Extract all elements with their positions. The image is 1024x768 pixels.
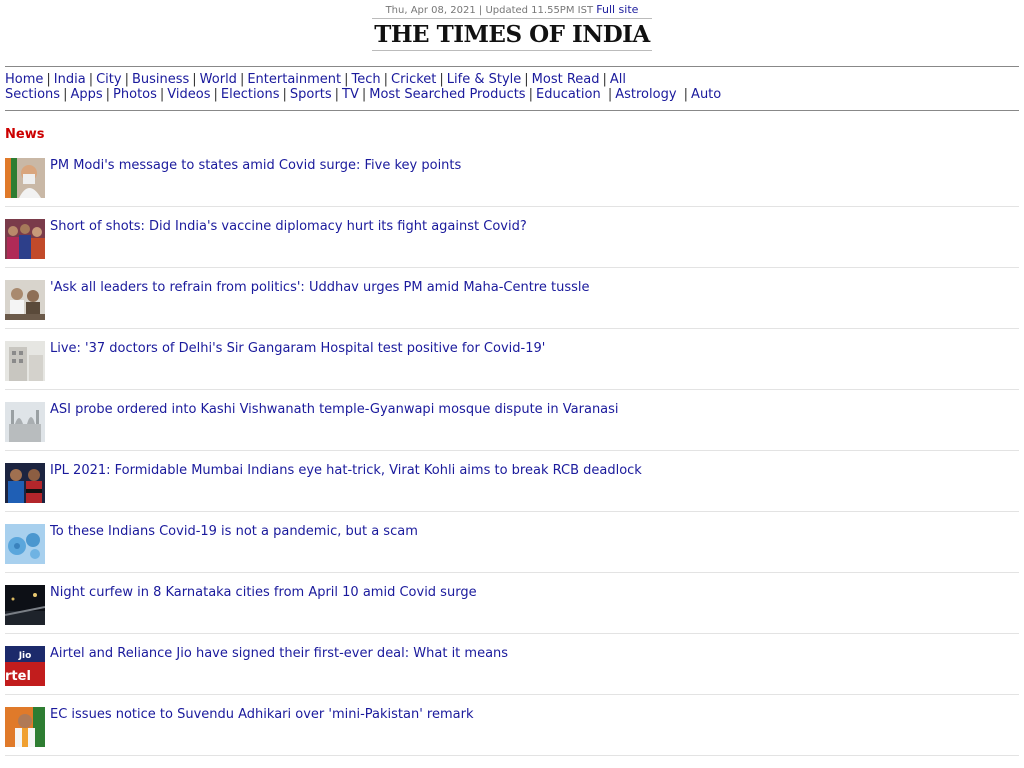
date-line: Thu, Apr 08, 2021 | Updated 11.55PM IST: [385, 5, 594, 16]
nav-tech[interactable]: Tech: [351, 72, 381, 87]
nav-cricket[interactable]: Cricket: [391, 72, 437, 87]
telecom-logos-photo-thumbnail[interactable]: [5, 646, 45, 686]
news-headline-link[interactable]: ASI probe ordered into Kashi Vishwanath temple-Gyanwapi mosque dispute in Varanasi: [50, 402, 619, 417]
person-photo-thumbnail[interactable]: [5, 158, 45, 198]
news-item: [5, 634, 1019, 695]
nav-elections[interactable]: Elections: [220, 87, 280, 102]
nav-education[interactable]: Education: [535, 87, 601, 102]
news-item: [5, 512, 1019, 573]
news-item: [5, 207, 1019, 268]
virus-illustration-thumbnail[interactable]: [5, 524, 45, 564]
news-headline-link[interactable]: EC issues notice to Suvendu Adhikari over 'mini-Pakistan' remark: [50, 707, 474, 722]
news-headline-link[interactable]: Night curfew in 8 Karnataka cities from April 10 amid Covid surge: [50, 585, 477, 600]
full-site-link[interactable]: Full site: [596, 3, 639, 16]
svg-text:rtel: rtel: [5, 669, 31, 684]
nav-sports[interactable]: Sports: [289, 87, 332, 102]
news-headline-link[interactable]: To these Indians Covid-19 is not a pandemic, but a scam: [50, 524, 418, 539]
nav-tv[interactable]: TV: [342, 87, 359, 102]
news-item: [5, 451, 1019, 512]
nav-divider: [5, 110, 1019, 111]
svg-text:Jio: Jio: [18, 651, 32, 661]
section-title: News: [5, 127, 45, 142]
main-nav: Home | India | City | Business | World | Entertainment | Tech | Cricket | Life & Style | Most Read | All Sections | Apps | Photos | Videos | Elections | Sports | TV | Most Searched Products | Education | Astrology | Auto: [5, 72, 722, 102]
hospital-photo-thumbnail[interactable]: [5, 341, 45, 381]
nav-videos[interactable]: Videos: [167, 87, 211, 102]
news-headline-link[interactable]: Airtel and Reliance Jio have signed their first-ever deal: What it means: [50, 646, 509, 661]
crowd-photo-thumbnail[interactable]: [5, 219, 45, 259]
nav-most-searched-products[interactable]: Most Searched Products: [369, 87, 526, 102]
night-street-photo-thumbnail[interactable]: [5, 585, 45, 625]
meeting-photo-thumbnail[interactable]: [5, 280, 45, 320]
news-item: [5, 573, 1019, 634]
nav-business[interactable]: Business: [131, 72, 190, 87]
masthead: [0, 18, 1024, 51]
news-headline-link[interactable]: 'Ask all leaders to refrain from politics': Uddhav urges PM amid Maha-Centre tussle: [50, 280, 590, 295]
header-meta: [0, 3, 1024, 16]
news-headline-link[interactable]: IPL 2021: Formidable Mumbai Indians eye hat-trick, Virat Kohli aims to break RCB deadlock: [50, 463, 642, 478]
news-headline-link[interactable]: PM Modi's message to states amid Covid surge: Five key points: [50, 158, 462, 173]
news-item: [5, 390, 1019, 451]
nav-city[interactable]: City: [96, 72, 122, 87]
politician-photo-thumbnail[interactable]: [5, 707, 45, 747]
news-item: [5, 268, 1019, 329]
news-list: [5, 146, 1019, 756]
nav-all-sections[interactable]: All Sections: [5, 72, 627, 102]
news-item: [5, 695, 1019, 756]
nav-astrology[interactable]: Astrology: [615, 87, 677, 102]
nav-most-read[interactable]: Most Read: [531, 72, 600, 87]
nav-india[interactable]: India: [53, 72, 86, 87]
temple-photo-thumbnail[interactable]: [5, 402, 45, 442]
nav-photos[interactable]: Photos: [113, 87, 157, 102]
nav-auto[interactable]: Auto: [691, 87, 722, 102]
news-item: [5, 329, 1019, 390]
news-headline-link[interactable]: Live: '37 doctors of Delhi's Sir Gangaram Hospital test positive for Covid-19': [50, 341, 546, 356]
site-logo[interactable]: THE TIMES OF INDIA: [372, 18, 652, 51]
nav-life-style[interactable]: Life & Style: [446, 72, 522, 87]
nav-home[interactable]: Home: [5, 72, 44, 87]
nav-world[interactable]: World: [199, 72, 237, 87]
top-divider: [5, 66, 1019, 67]
nav-apps[interactable]: Apps: [70, 87, 103, 102]
cricket-photo-thumbnail[interactable]: [5, 463, 45, 503]
news-item: [5, 146, 1019, 207]
nav-entertainment[interactable]: Entertainment: [247, 72, 342, 87]
news-headline-link[interactable]: Short of shots: Did India's vaccine diplomacy hurt its fight against Covid?: [50, 219, 527, 234]
